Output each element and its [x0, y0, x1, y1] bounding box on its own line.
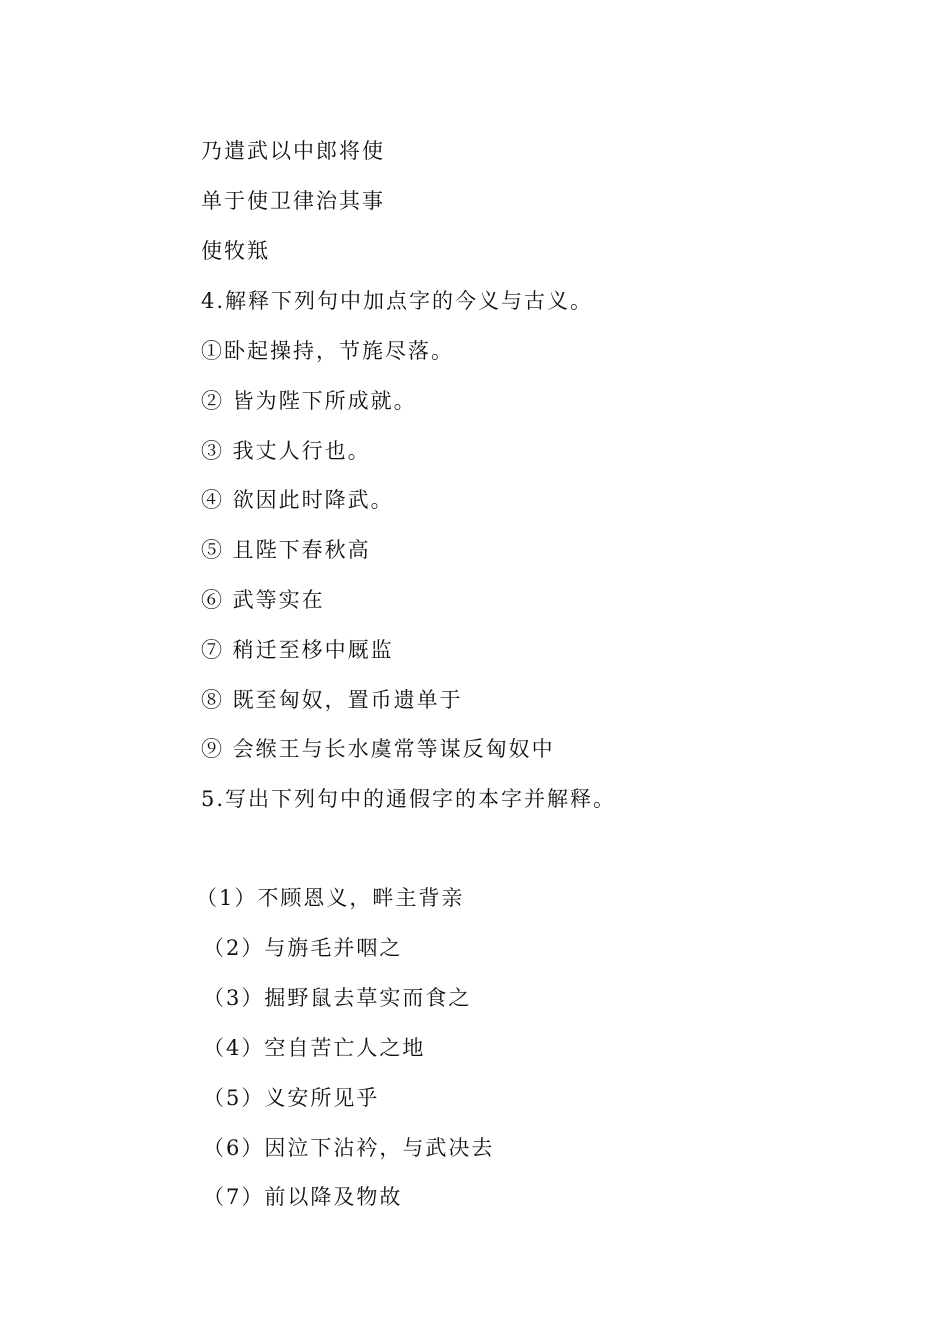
question-4-item-7: ⑦ 稍迁至栘中厩监	[201, 638, 394, 662]
question-4-item-3: ③ 我丈人行也。	[201, 439, 371, 463]
question-4-item-2: ② 皆为陛下所成就。	[201, 389, 417, 413]
question-4-item-5: ⑤ 且陛下春秋高	[201, 538, 371, 562]
question-4-item-8: ⑧ 既至匈奴，置币遗单于	[201, 688, 463, 712]
text-line-2: 单于使卫律治其事	[201, 189, 385, 213]
question-4-item-9: ⑨ 会缑王与长水虞常等谋反匈奴中	[201, 737, 555, 761]
question-5-heading: 5.写出下列句中的通假字的本字并解释。	[201, 787, 617, 811]
question-5-item-6: （6）因泣下沾衿，与武决去	[203, 1136, 495, 1160]
text-line-3: 使牧羝	[201, 239, 270, 263]
question-4-item-4: ④ 欲因此时降武。	[201, 488, 394, 512]
question-5-item-1: （1）不顾恩义，畔主背亲	[196, 886, 465, 910]
text-line-1: 乃遣武以中郎将使	[201, 139, 385, 163]
question-5-item-5: （5）义安所见乎	[203, 1086, 380, 1110]
question-5-item-2: （2）与旃毛并咽之	[203, 936, 403, 960]
question-4-item-1: ①卧起操持，节旄尽落。	[201, 339, 454, 363]
question-5-item-7: （7）前以降及物故	[203, 1185, 403, 1209]
question-5-item-3: （3）掘野鼠去草实而食之	[203, 986, 472, 1010]
question-4-item-6: ⑥ 武等实在	[201, 588, 325, 612]
question-5-item-4: （4）空自苦亡人之地	[203, 1036, 426, 1060]
question-4-heading: 4.解释下列句中加点字的今义与古义。	[201, 289, 594, 313]
